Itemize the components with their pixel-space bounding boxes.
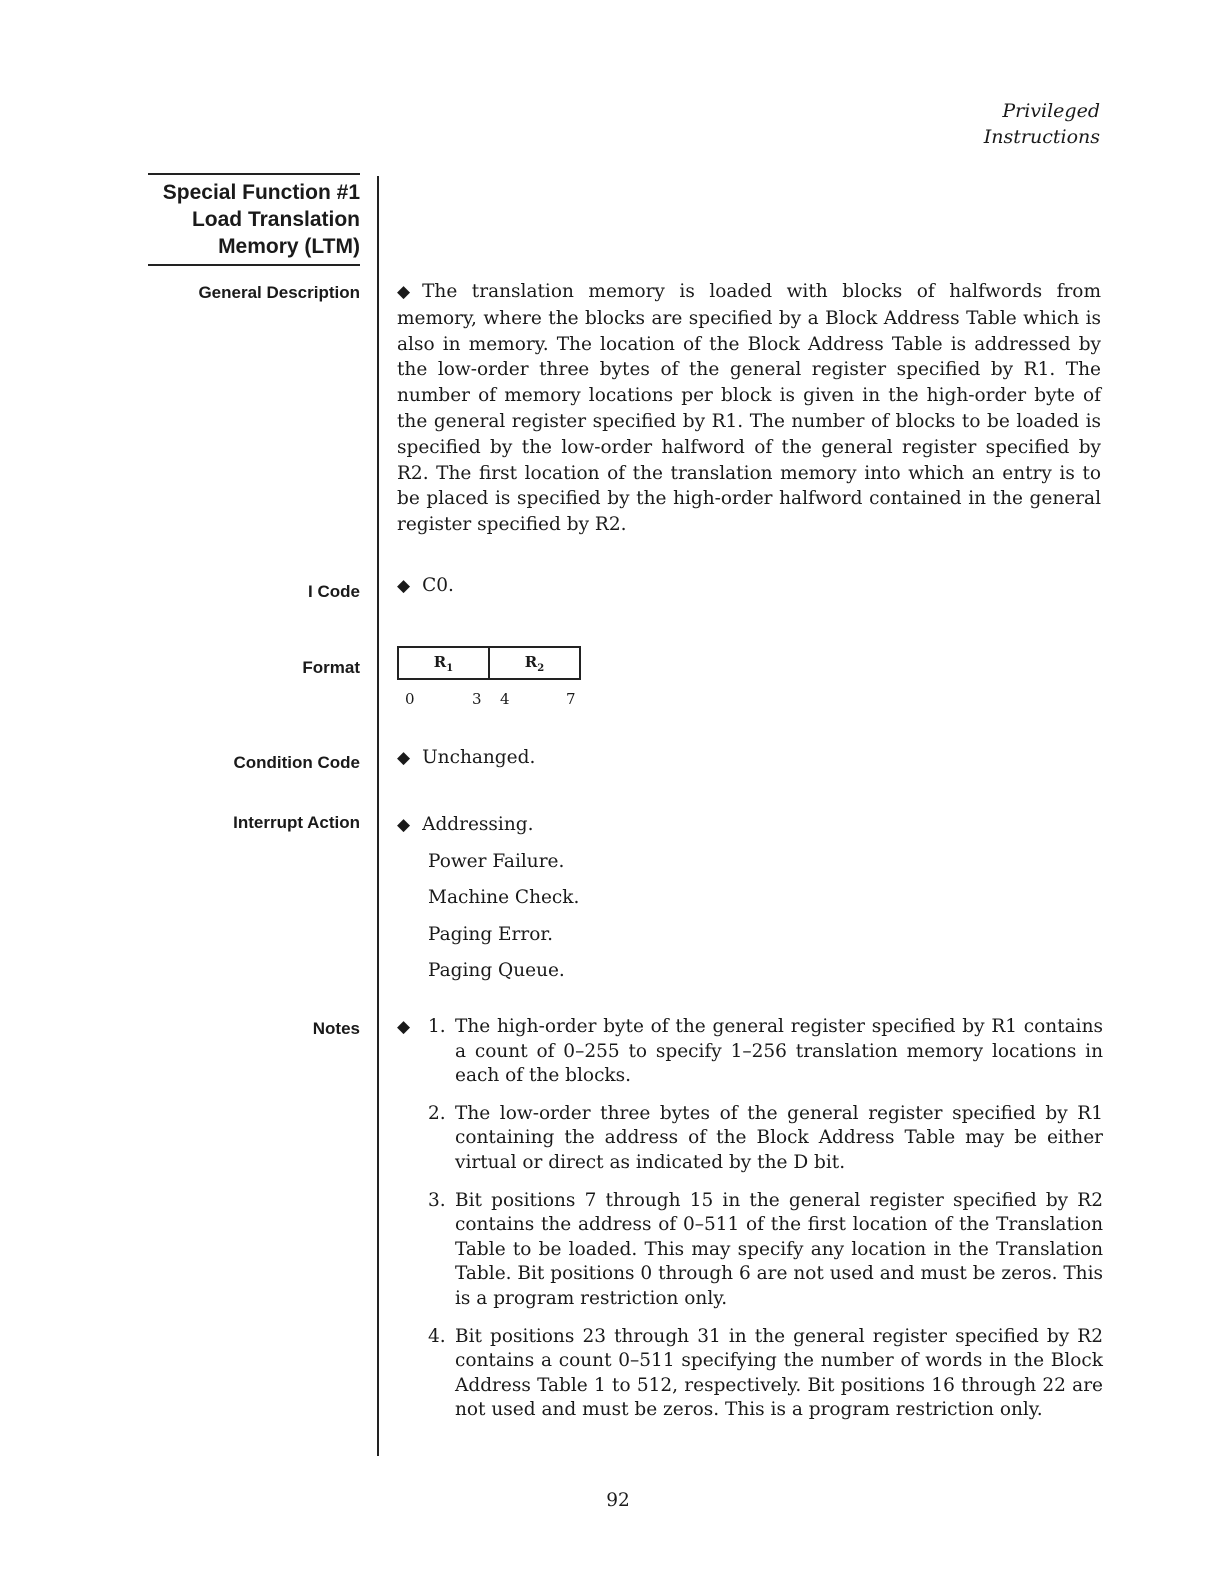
note-item bbox=[397, 1015, 1103, 1089]
field-r1-subscript: 1 bbox=[446, 663, 454, 674]
list-item bbox=[397, 917, 1101, 954]
list-item bbox=[397, 844, 1101, 881]
note-text: Bit positions 7 through 15 in the general register specified by R2 contains the address of 0–511 of the first location of the Translation Table to be loaded. This may specify any location in the Translation Table. Bit positions 0 through 6 are not used and must be zeros. This is a program restriction only. bbox=[455, 1189, 1103, 1309]
format-diagram bbox=[397, 646, 581, 680]
note-item bbox=[397, 1325, 1103, 1423]
list-item bbox=[397, 880, 1101, 917]
header-line-1: Privileged bbox=[1002, 100, 1100, 122]
field-r2-letter: R bbox=[524, 653, 538, 671]
diamond-bullet-icon: ◆ bbox=[397, 748, 411, 768]
label-notes: Notes bbox=[312, 1019, 360, 1038]
diamond-bullet-icon: ◆ bbox=[397, 282, 411, 302]
title-line-1: Special Function #1 bbox=[162, 181, 360, 204]
note-number: 4. bbox=[428, 1325, 446, 1347]
diamond-bullet-icon: ◆ bbox=[397, 1017, 411, 1037]
page-number: 92 bbox=[606, 1490, 630, 1511]
interrupt-item: Paging Error. bbox=[428, 923, 554, 945]
note-number: 3. bbox=[428, 1189, 446, 1211]
i-code-text bbox=[397, 573, 1101, 600]
diamond-bullet-icon: ◆ bbox=[397, 815, 411, 835]
field-r2-subscript: 2 bbox=[537, 663, 545, 674]
i-code-value: C0. bbox=[422, 575, 454, 596]
field-r1-letter: R bbox=[433, 653, 447, 671]
note-item bbox=[397, 1189, 1103, 1312]
interrupt-item: Paging Queue. bbox=[428, 960, 565, 981]
bit-number: 3 bbox=[472, 690, 482, 708]
running-header bbox=[984, 98, 1100, 150]
header-line-2: Instructions bbox=[983, 126, 1100, 148]
diamond-bullet-icon: ◆ bbox=[397, 576, 411, 596]
condition-code-text bbox=[397, 745, 1101, 772]
notes-list bbox=[397, 1015, 1103, 1436]
bit-number: 7 bbox=[566, 690, 576, 708]
label-interrupt-action: Interrupt Action bbox=[233, 813, 360, 832]
section-title bbox=[148, 173, 360, 266]
title-line-3: Memory (LTM) bbox=[218, 235, 360, 258]
note-text: Bit positions 23 through 31 in the general register specified by R2 contains a count 0–511 specifying the number of words in the Block Address Table 1 to 512, respectively. Bit positions 16 through 22 are not used and must be zeros. This is a program restriction only. bbox=[455, 1325, 1103, 1421]
interrupt-item: Addressing. bbox=[422, 814, 534, 835]
note-text: The low-order three bytes of the general register specified by R1 containing the address of the Block Address Table may be either virtual or direct as indicated by the D bit. bbox=[455, 1102, 1103, 1173]
format-field-r1 bbox=[399, 648, 488, 678]
general-description-text bbox=[397, 279, 1101, 538]
interrupt-item: Machine Check. bbox=[428, 887, 580, 908]
title-line-2: Load Translation bbox=[191, 208, 360, 231]
note-text: The high-order byte of the general register specified by R1 contains a count of 0–255 to specify 1–256 translation memory locations in each of the blocks. bbox=[455, 1016, 1103, 1087]
interrupt-item: Power Failure. bbox=[428, 850, 565, 872]
condition-code-value: Unchanged. bbox=[422, 747, 536, 768]
list-item bbox=[397, 953, 1101, 990]
bit-number: 0 bbox=[405, 690, 415, 708]
label-format: Format bbox=[302, 658, 360, 677]
note-item bbox=[397, 1102, 1103, 1176]
list-item bbox=[397, 807, 1101, 844]
format-field-r2 bbox=[488, 648, 579, 678]
interrupt-action-list bbox=[397, 807, 1101, 990]
label-i-code: I Code bbox=[308, 582, 360, 601]
bit-number: 4 bbox=[500, 690, 510, 708]
note-number: 1. bbox=[428, 1016, 446, 1037]
label-condition-code: Condition Code bbox=[233, 753, 360, 772]
note-number: 2. bbox=[428, 1102, 446, 1124]
general-description-body: The translation memory is loaded with blocks of halfwords from memory, where the blocks are specified by a Block Address Table which is also in memory. The location of the Block Address Table is addressed by the low-order three bytes of the general register specified by R1. The number of memory locations per block is given in the high-order byte of the general register specified by R1. The number of blocks to be loaded is specified by the low-order halfword of the general register specified by R2. The first location of the translation memory into which an entry is to be placed is specified by the high-order halfword contained in the general register specified by R2. bbox=[397, 281, 1101, 536]
label-general-description: General Description bbox=[198, 283, 360, 302]
vertical-rule bbox=[377, 176, 379, 1456]
